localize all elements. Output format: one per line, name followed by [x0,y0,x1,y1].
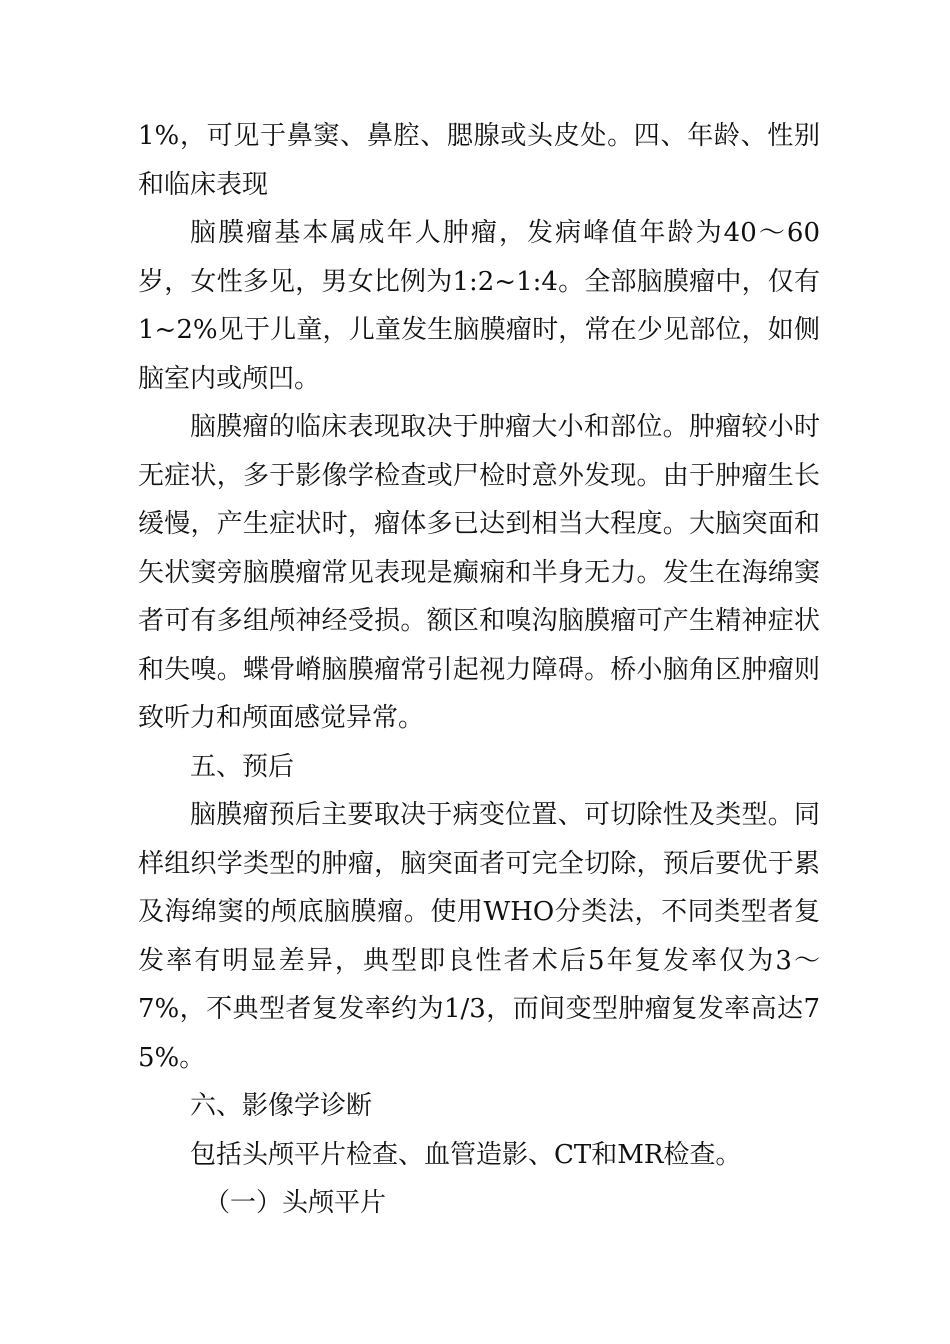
paragraph-clinical-presentation: 脑膜瘤的临床表现取决于肿瘤大小和部位。肿瘤较小时无症状，多于影像学检查或尸检时意外发现。由于肿瘤生长缓慢，产生症状时，瘤体多已达到相当大程度。大脑突面和矢状窦旁脑膜瘤常见表现是癫痫和半身无力。发生在海绵窦者可有多组颅神经受损。额区和嗅沟脑膜瘤可产生精神症状和失嗅。蝶骨嵴脑膜瘤常引起视力障碍。桥小脑角区肿瘤则致听力和颅面感觉异常。 [138,412,820,733]
document-body [138,112,820,1228]
paragraph-prognosis: 脑膜瘤预后主要取决于病变位置、可切除性及类型。同样组织学类型的肿瘤，脑突面者可完全切除，预后要优于累及海绵窦的颅底脑膜瘤。使用WHO分类法，不同类型者复发率有明显差异，典型即良性者术后5年复发率仅为3～7%，不典型者复发率约为1/3，而间变型肿瘤复发率高达75%。 [138,800,820,1073]
paragraph-continuation: 1%，可见于鼻窦、鼻腔、腮腺或头皮处。四、年龄、性别和临床表现 [138,121,820,200]
section-heading-imaging: 六、影像学诊断 [190,1091,373,1121]
paragraph-imaging-methods: 包括头颅平片检查、血管造影、CT和MR检查。 [190,1139,742,1170]
subsection-heading-skull-film: （一）头颅平片 [204,1188,387,1218]
section-heading-prognosis: 五、预后 [190,751,295,782]
paragraph-age-sex: 脑膜瘤基本属成年人肿瘤，发病峰值年龄为40～60岁，女性多见，男女比例为1:2~1:4。全部脑膜瘤中，仅有1~2%见于儿童，儿童发生脑膜瘤时，常在少见部位，如侧脑室内或颅凹。 [138,218,820,394]
